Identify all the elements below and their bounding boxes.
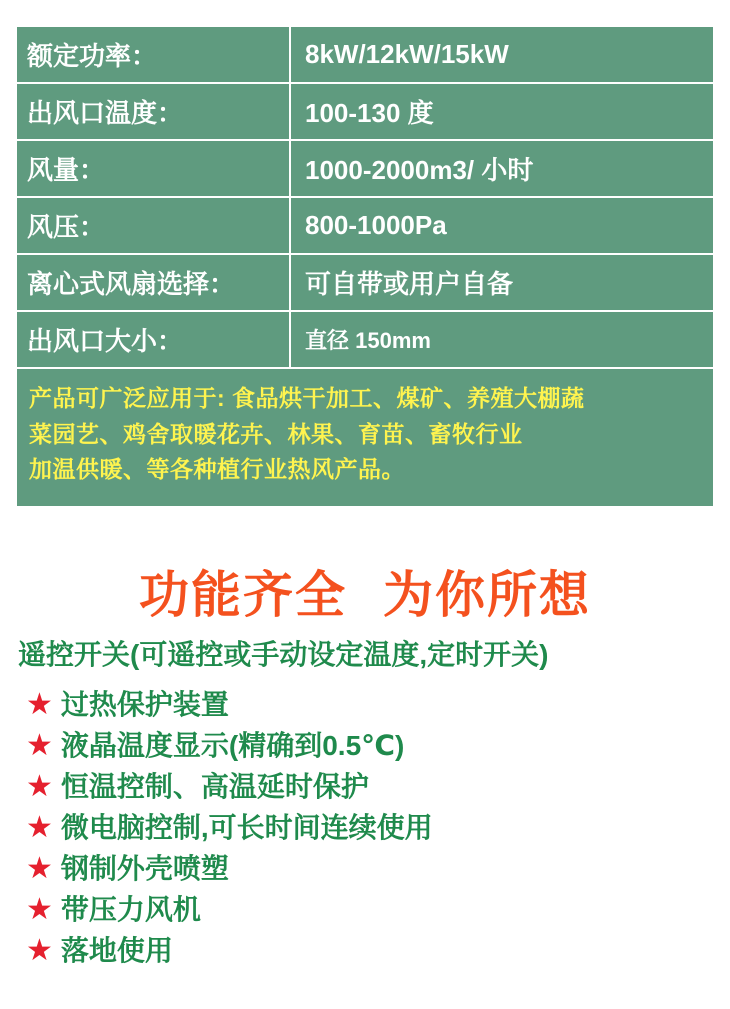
- headline-right: 为你所想: [383, 567, 591, 623]
- table-row: [17, 27, 713, 83]
- spec-table: [17, 27, 713, 369]
- list-item: [26, 687, 730, 722]
- list-item: [26, 728, 730, 763]
- feature-label: 带压力风机: [60, 894, 201, 925]
- feature-label: 过热保护装置: [60, 689, 229, 720]
- feature-list: [0, 687, 730, 968]
- features-section: [0, 565, 730, 974]
- list-item: [26, 851, 730, 886]
- feature-label: 液晶温度显示(精确到0.5℃): [60, 730, 405, 761]
- features-subheading: 遥控开关(可遥控或手动设定温度,定时开关): [18, 639, 549, 670]
- spec-panel: [17, 27, 713, 506]
- table-row: [17, 83, 713, 140]
- spec-label: 出风口大小：: [17, 311, 290, 368]
- star-icon: ★: [26, 810, 53, 844]
- spec-value: 可自带或用户自备: [305, 269, 514, 299]
- spec-value: 直径 150mm: [305, 328, 431, 353]
- headline-left: 功能齐全: [139, 567, 347, 623]
- list-item: [26, 933, 730, 968]
- table-row: [17, 197, 713, 254]
- feature-label: 落地使用: [60, 935, 173, 966]
- usage-description: [17, 369, 713, 506]
- spec-label: 离心式风扇选择：: [17, 254, 290, 311]
- star-icon: ★: [26, 769, 53, 803]
- spec-value: 1000-2000m3/ 小时: [305, 155, 534, 185]
- list-item: [26, 769, 730, 804]
- table-row: [17, 254, 713, 311]
- star-icon: ★: [26, 851, 53, 885]
- spec-label: 出风口温度：: [17, 83, 290, 140]
- star-icon: ★: [26, 933, 53, 967]
- page-title: [0, 565, 730, 625]
- spec-value: 8kW/12kW/15kW: [305, 39, 509, 69]
- star-icon: ★: [26, 892, 53, 926]
- usage-line: 产品可广泛应用于: 食品烘干加工、煤矿、养殖大棚蔬: [29, 385, 585, 411]
- star-icon: ★: [26, 728, 53, 762]
- spec-value: 100-130 度: [305, 98, 434, 128]
- spec-value: 800-1000Pa: [305, 210, 447, 240]
- table-row: [17, 311, 713, 368]
- list-item: [26, 810, 730, 845]
- list-item: [26, 892, 730, 927]
- star-icon: ★: [26, 687, 53, 721]
- feature-label: 恒温控制、高温延时保护: [60, 771, 369, 802]
- spec-label: 风量：: [17, 140, 290, 197]
- usage-line: 加温供暖、等各种植行业热风产品。: [29, 456, 405, 483]
- feature-label: 钢制外壳喷塑: [60, 853, 229, 884]
- table-row: [17, 140, 713, 197]
- spec-label: 额定功率：: [17, 27, 290, 83]
- usage-line: 菜园艺、鸡舍取暖花卉、林果、育苗、畜牧行业: [29, 420, 523, 447]
- spec-label: 风压：: [17, 197, 290, 254]
- feature-label: 微电脑控制,可长时间连续使用: [60, 812, 433, 843]
